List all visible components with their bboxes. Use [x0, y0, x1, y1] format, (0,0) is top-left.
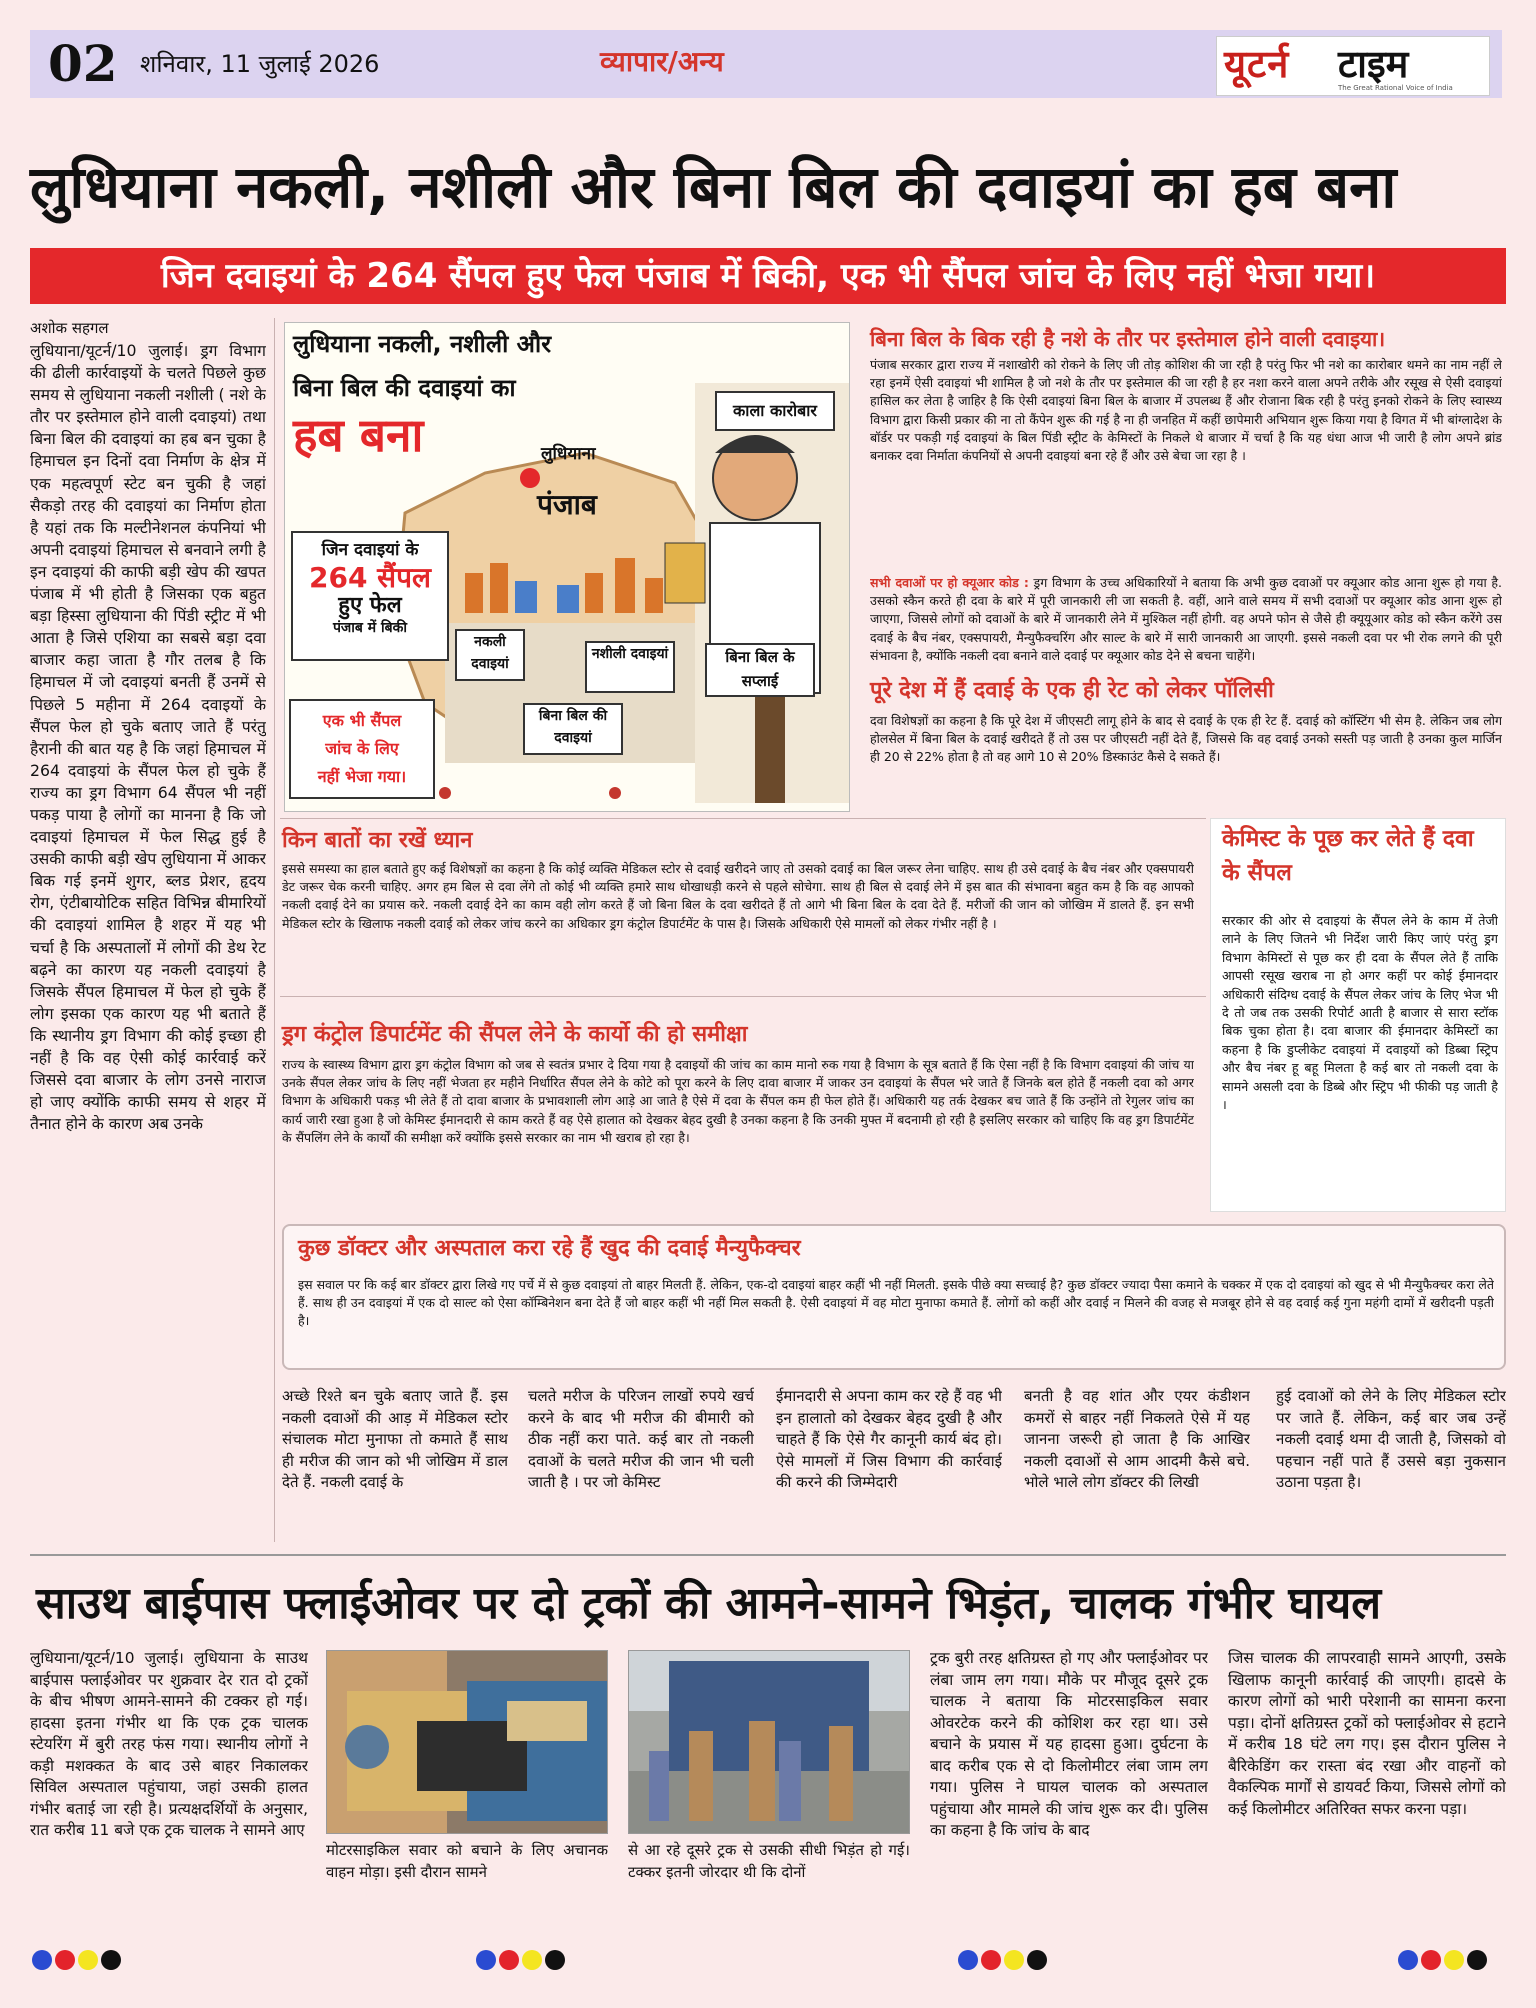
review-body: राज्य के स्वास्थ्य विभाग द्वारा ड्रग कंट्रोल विभाग को जब से स्वतंत्र प्रभार दे दिया गया है दवाइयों की जांच का काम मानो रुक गया है विभाग के सूत्र बताते हैं कि ऐसा नहीं है कि विभाग दवाइयां की जांच या उनके सैंपल लेकर जांच के लिए नहीं भेजता हर महीने निर्धारित सैंपल लेने के कोटे को पूरा करने के लिए दावा बाजार में जाकर उन दवाइयां के सैंपल भरे जाते हैं जिनके बल होते हैं नकली दवा को अगर विभाग के अधिकारी पकड़ भी लेते हैं तो दावा बाजार के प्रभावशाली लोग आड़े आ जाते है ऐसे में दवा के सैंपल कम ही फेल होते हैं। अधिकारी यह तर्क देखकर बच जाते हैं कि उन्होंने तो रेगुलर जांच का कार्य जारी रखा हुआ है जो केमिस्ट ईमानदारी से काम करते हैं वह ऐसे हालात को देखकर बेहद दुखी है उनका कहना है कि उनकी मुफ्त में बदनामी हो रही है इसलिए सरकार को चाहिए कि वह ड्रग डिपार्टमेंट के सैंपलिंग लेने के कार्यों की समीक्षा करें क्योंकि इससे सरकार का नाम भी खराब हो रहा है। [282, 1057, 1194, 1145]
review-heading: ड्रग कंट्रोल डिपार्टमेंट की सैंपल लेने के कार्यो की हो समीक्षा [282, 1022, 748, 1047]
registration-dot [981, 1950, 1001, 1970]
cartoon-title-line3: हब बना [293, 408, 424, 462]
logo-text-secondary: टाइम [1338, 42, 1409, 86]
sign-supply: बिना बिल के सप्लाई [705, 643, 815, 697]
left-column-body: लुधियाना/यूटर्न/10 जुलाई। ड्रग विभाग की ढीली कार्रवाइयों के चलते पिछले कुछ समय से लुधियाना नकली नशीली ( नशे के तौर पर इस्तेमाल होने वाली दवाइयां) तथा बिना बिल की दवाइयां का हब बन चुका है हिमाचल इन दिनों दवा निर्माण के क्षेत्र में एक महत्वपूर्ण स्टेट बन चुकी है जहां सैकड़ो तरह की दवाइयां का निर्माण होता है यहां तक कि मल्टीनेशनल कंपनियां भी अपनी दवाइयां हिमाचल से बनवाने लगी है इन दवाइयां की काफी बड़ी खेप की खपत पंजाब में भी होती है जिसका एक बहुत बड़ा हिस्सा लुधियाना की पिंडी स्ट्रीट में भी आता है जिसे एशिया का सबसे बड़ा दवा बाजार कहा जाता है गौर तलब है कि हिमाचल में जो दवाइयां बनती हैं उनमें से पिछले 5 महीना में 264 दवाइयों के सैंपल फेल हो चुके बताए जाते हैं परंतु हैरानी की बात यह है कि जहां हिमाचल में 264 दवाइयां के सैंपल फेल हो चुके हैं राज्य का ड्रग विभाग 64 सैंपल भी नहीं पकड़ पाया है लोगों का मानना है कि जो दवाइयां हिमाचल में फेल सिद्ध हुई है उसकी काफी बड़ी खेप लुधियाना में आकर बिक गई इनमें शुगर, ब्लड प्रेशर, हृदय रोग, एंटीबायोटिक सहित विभिन्न बीमारियों की दवाइयां शामिल है शहर में यह भी चर्चा है कि अस्पतालों में लोगों की डेथ रेट बढ़ने का कारण यह नकली दवाइयां है जिसके सैंपल हिमाचल में फेल हो चुके हैं लोग इसका एक कारण यह भी बताते हैं कि स्थानीय ड्रग विभाग की कोई इच्छा ही नहीं है कि वह ऐसी कोई कार्रवाई करें जिससे दवा बाजार के लोग उनसे नाराज हो जाए क्योंकि काफी समय से शहर में तैनात होने के कारण अब उनके [30, 341, 266, 1134]
tips-body: इससे समस्या का हाल बताते हुए कई विशेषज्ञों का कहना है कि कोई व्यक्ति मेडिकल स्टोर से दवाई खरीदने जाए तो उसको दवाई का बिल जरूर लेना चाहिए. साथ ही उसे दवाई के बैच नंबर और एक्सपायरी डेट जरूर चेक करनी चाहिए. अगर हम बिल से दवा लेंगे तो कोई भी व्यक्ति हमारे साथ धोखाधड़ी करने से पहले सोचेगा. साथ ही बिल से दवाई लेने में इस बात की संभावना बहुत कम है कि वह आपको नकली दवाई देने का प्रयास करे. नकली दवाई देने का काम वही लोग करते हैं जो बिना बिल के दवा खरीदते हैं तो आगे भी बिना बिल के दवा देते हैं. मरीजों की जान को जोखिम में डालते हैं. इन सभी मेडिकल स्टोर के खिलाफ नकली दवाई को लेकर जांच करने का अधिकार ड्रग कंट्रोल डिपार्टमेंट के पास है। जिसके अधिकारी ऐसे मामलों को लेकर गंभीर नहीं है । [282, 861, 1194, 931]
registration-dot [101, 1950, 121, 1970]
qr-lead: सभी दवाओं पर हो क्यूआर कोड : [870, 575, 1029, 590]
qr-body: ड्रग विभाग के उच्च अधिकारियों ने बताया कि अभी कुछ दवाओं पर क्यूआर कोड आना शुरू हो गया है. उसको स्कैन करते ही दवा के बारे में पूरी जानकारी ली जा सकती है. वहीं, आने वाले समय में सभी दवाओं पर क्यूआर कोड आना शुरू हो जाएगा, जिससे लोगों को दवाओं के बारे में जानकारी लेने में मुश्किल नहीं होगी. वह अपने फोन से जैसे ही क्यूयूआर कोड को स्कैन करेंगे उस दवाई के बैच नंबर, एक्सपायरी, मैन्युफैक्चरिंग और साल्ट के बारे में सारी जानकारी आ जाएगी. इससे नकली दवा पर भी रोक लगने की पूरी संभावना है, क्योंकि नकली दवा बनाने वाले दवाई पर क्यूआर कोड देने से बचना चाहेंगे। [870, 575, 1502, 663]
registration-dot [545, 1950, 565, 1970]
issue-date: शनिवार, 11 जुलाई 2026 [140, 50, 380, 78]
registration-dot [1027, 1950, 1047, 1970]
main-headline: लुधियाना नकली, नशीली और बिना बिल की दवाइयां का हब बना [30, 153, 1397, 221]
sign-failed-samples [291, 531, 449, 661]
registration-marks-center-right [958, 1950, 1050, 1972]
sign-line: जांच के लिए [325, 739, 399, 758]
sign-not-sent [289, 699, 435, 799]
logo-text-primary: यूटर्न [1224, 42, 1290, 86]
subheadline: जिन दवाइयां के 264 सैंपल हुए फेल पंजाब में बिकी, एक भी सैंपल जांच के लिए नहीं भेजा गया। [160, 256, 1376, 296]
box-fake-medicines: नकली दवाइयां [455, 629, 525, 681]
section-label: व्यापार/अन्य [600, 45, 724, 78]
doctors-heading: कुछ डॉक्टर और अस्पताल करा रहे हैं खुद की दवाई मैन्युफैक्चर [298, 1236, 801, 1261]
continuation-col-5: हुई दवाओं को लेने के लिए मेडिकल स्टोर पर जाते हैं. लेकिन, कई बार जब उन्हें नकली दवाई थमा दी जाती है, जिसको वो पहचान नहीं पाते हैं उससे बड़ा नुकसान उठाना पड़ता है। [1276, 1387, 1506, 1491]
continuation-col-1: अच्छे रिश्ते बन चुके बताए जाते हैं. इस नकली दवाओं की आड़ में मेडिकल स्टोर संचालक मोटा मुनाफा तो कमाते हैं साथ ही मरीज की जान को भी जोखिम में डाल देते हैं. नकली दवाई के [282, 1387, 508, 1491]
chemist-heading: केमिस्ट के पूछ कर लेते हैं दवा के सैंपल [1222, 826, 1474, 886]
cartoon-title-line1: लुधियाना नकली, नशीली और [293, 330, 552, 358]
photo-drawing [327, 1651, 608, 1834]
registration-dot [522, 1950, 542, 1970]
accident-photo-police [628, 1650, 910, 1834]
continuation-col-2: चलते मरीज के परिजन लाखों रुपये खर्च करने के बाद भी मरीज की बीमारी को ठीक नहीं करा पाते. कई बार तो नकली दवाओं के चलते मरीज की जान भी चली जाती है । पर जो केमिस्ट [528, 1387, 754, 1491]
logo-tagline: The Great Rational Voice of India [1338, 84, 1453, 92]
sign-line: नहीं भेजा गया। [317, 767, 407, 786]
policy-body: दवा विशेषज्ञों का कहना है कि पूरे देश में जीएसटी लागू होने के बाद से दवाई के एक ही रेट हैं. दवाई को कॉस्टिंग भी सेम है. लेकिन जब लोग होलसेल में बिना बिल के दवाई खरीदते हैं तो उस पर जीएसटी नहीं देते हैं, जिससे कि वह दवाई उनको सस्ती पड़ जाती है उनका कुल मार्जिन ही 20 से 22% होता है तो वह आगे 10 से 20% डिस्काउंट कैसे दे सकते हैं। [870, 713, 1502, 765]
section-divider [30, 1554, 1506, 1556]
registration-dot [1398, 1950, 1418, 1970]
chemist-body: सरकार की ओर से दवाइयां के सैंपल लेने के काम में तेजी लाने के लिए जितने भी निर्देश जारी किए जाएं परंतु ड्रग विभाग केमिस्टों से पूछ कर ही दवा के सैंपल लेते हैं ताकि आपसी रसूख खराब ना हो अगर कहीं पर कोई ईमानदार अधिकारी संदिग्ध दवाई के सैंपल लेकर जांच के लिए भेज भी दे तो जब तक उसकी रिपोर्ट आती है बाजार से सारा स्टॉक बिक चुका होता है। दवा बाजार की ईमानदार केमिस्टों का कहना है कि डुप्लीकेट दवाइयां में दवाइयों को डिब्बा स्ट्रिप और बैच नंबर हू बहू मिलता है कई बार तो नकली दवा के सामने असली दवा के डिब्बे और स्ट्रिप भी फीकी पड़ जाती है । [1222, 913, 1498, 1113]
tips-heading: किन बातों का रखें ध्यान [282, 828, 473, 853]
sign-line-highlight: 264 सैंपल [308, 561, 431, 594]
accident-col-4: ट्रक बुरी तरह क्षतिग्रस्त हो गए और फ्लाईओवर पर लंबा जाम लग गया। मौके पर मौजूद दूसरे ट्रक चालक ने बताया कि मोटरसाइकिल सवार ओवरटेक करने की कोशिश कर रहा था। उसे बचाने के प्रयास में यह हादसा हुआ। दुर्घटना के बाद करीब एक से दो किलोमीटर लंबा जाम लग गया। पुलिस ने घायल चालक को अस्पताल पहुंचाया और मामले की जांच शुरू कर दी। पुलिस का कहना है कि जांच के बाद [930, 1649, 1208, 1839]
registration-marks-right [1398, 1950, 1490, 1972]
column-divider [274, 318, 275, 1542]
accident-headline: साउथ बाईपास फ्लाईओवर पर दो ट्रकों की आमने-सामने भिड़ंत, चालक गंभीर घायल [36, 1578, 1382, 1629]
right-top-heading: बिना बिल के बिक रही है नशे के तौर पर इस्तेमाल होने वाली दवाइया। [870, 327, 1386, 351]
registration-dot [1444, 1950, 1464, 1970]
sign-line: एक भी सैंपल [322, 711, 402, 730]
sign-line: पंजाब में बिकी [332, 620, 408, 636]
right-top-body: पंजाब सरकार द्वारा राज्य में नशाखोरी को रोकने के लिए जी तोड़ कोशिश की जा रही है परंतु फिर भी नशे का कारोबार थमने का नाम नहीं ले रहा इनमें ऐसी दवाइयां भी शामिल है जो नशे के तौर पर इस्तेमाल की जा रही है हर नशा करने वाला अपने तरीके और रसूख से ऐसी दवाइयां हासिल कर लेता है जाहिर है कि ऐसी दवाइयां बिना बिल के बाजार में उपलब्ध हैं और रोजाना बिक रही है परंतु इनको रोकने के लिए स्वास्थ्य विभाग द्वारा किसी प्रकार की ना तो कैंपेन शुरू की गई है ना ही जनहित में कहीं छापेमारी अभियान शुरू किया गया है विगत में भी बांग्लादेश के बॉर्डर पर पकड़ी गई दवाइयां के बिल पिंडी स्ट्रीट के केमिस्टों के निकले थे बाजार में चर्चा है कि यह धंधा आज भी जारी है लोग अपने ब्रांड बनाकर दवा निर्माता कंपनियों से अपनी दवाइयां बना रहे हैं और उसे बेचा जा रहा है । [870, 357, 1502, 464]
registration-marks-left [32, 1950, 124, 1972]
registration-dot [1421, 1950, 1441, 1970]
photo1-caption: मोटरसाइकिल सवार को बचाने के लिए अचानक वाहन मोड़ा। इसी दौरान सामने [326, 1841, 608, 1881]
qr-paragraph [870, 574, 1502, 664]
registration-dot [32, 1950, 52, 1970]
sign-line: हुए फेल [338, 593, 402, 618]
section-divider [280, 818, 1206, 819]
registration-dot [78, 1950, 98, 1970]
map-label-state: पंजाब [537, 488, 597, 521]
page-number: 02 [48, 34, 118, 93]
accident-photo-trucks [326, 1650, 608, 1834]
box-nobill-medicines: बिना बिल की दवाइयां [523, 703, 623, 755]
shop-sign: काला कारोबार [715, 391, 835, 431]
box-drug-medicines: नशीली दवाइयां [585, 641, 675, 693]
map-label-city: लुधियाना [541, 444, 596, 464]
photo-drawing [629, 1651, 910, 1834]
continuation-col-4: बनती है वह शांत और एयर कंडीशन कमरों से बाहर नहीं निकलते ऐसे में यह जानना जरूरी हो जाता है कि आखिर नकली दवाओं से आम आदमी कैसे बचे. भोले भाले लोग डॉक्टर की लिखी [1024, 1387, 1250, 1491]
photo2-caption: से आ रहे दूसरे ट्रक से उसकी सीधी भिड़ंत हो गई। टक्कर इतनी जोरदार थी कि दोनों [628, 1841, 910, 1881]
registration-dot [1004, 1950, 1024, 1970]
cartoon-illustration [284, 322, 850, 812]
sign-line: जिन दवाइयां के [321, 540, 419, 560]
registration-dot [1467, 1950, 1487, 1970]
byline: अशोक सहगल [30, 319, 109, 337]
policy-heading: पूरे देश में हैं दवाई के एक ही रेट को लेकर पॉलिसी [870, 678, 1274, 703]
registration-dot [476, 1950, 496, 1970]
accident-col-5: जिस चालक की लापरवाही सामने आएगी, उसके खिलाफ कानूनी कार्रवाई की जाएगी। हादसे के कारण लोगों को भारी परेशानी का सामना करना पड़ा। दोनों क्षतिग्रस्त ट्रकों को फ्लाईओवर से हटाने में करीब 18 घंटे लग गए। इस दौरान पुलिस ने बैरिकेडिंग कर रास्ता बंद रखा और वाहनों को वैकल्पिक मार्गों से डायवर्ट किया, जिससे लोगों को कई किलोमीटर अतिरिक्त सफर करना पड़ा। [1228, 1649, 1506, 1818]
registration-dot [958, 1950, 978, 1970]
registration-dot [55, 1950, 75, 1970]
doctors-body: इस सवाल पर कि कई बार डॉक्टर द्वारा लिखे गए पर्चे में से कुछ दवाइयां तो बाहर मिलती हैं. लेकिन, एक-दो दवाइयां बाहर कहीं भी नहीं मिलती. इसके पीछे क्या सच्चाई है? कुछ डॉक्टर ज्यादा पैसा कमाने के चक्कर में एक दो दवाइयां को खुद से भी मैन्युफैक्चर करा लेते हैं. साथ ही उन दवाइयां में एक दो साल्ट को ऐसा कॉम्बिनेशन बना देते हैं जो बाहर कहीं भी नहीं मिल सकती है. ऐसी दवाइयां में वह मोटा मुनाफा कमाते हैं. लोगों को कहीं और दवाई न मिलने की वजह से मजबूर होने से वह दवाई कई गुना महंगी दामों में खरीदनी पड़ती है। [298, 1277, 1494, 1329]
section-divider [280, 996, 1206, 997]
accident-col-1: लुधियाना/यूटर्न/10 जुलाई। लुधियाना के साउथ बाईपास फ्लाईओवर पर शुक्रवार देर रात दो ट्रकों के बीच भीषण आमने-सामने की टक्कर हो गई। हादसा इतना गंभीर था कि एक ट्रक चालक स्टेयरिंग में बुरी तरह फंस गया। स्थानीय लोगों ने कड़ी मशक्कत के बाद उसे बाहर निकालकर सिविल अस्पताल पहुंचाया, जहां उसकी हालत गंभीर बताई जा रही है। प्रत्यक्षदर्शियों के अनुसार, रात करीब 11 बजे एक ट्रक चालक ने सामने आए [30, 1649, 308, 1839]
continuation-col-3: ईमानदारी से अपना काम कर रहे हैं वह भी इन हालातो को देखकर बेहद दुखी है और चाहते हैं कि ऐसे गैर कानूनी कार्य बंद हो। ऐसे मामलों में जिस विभाग की कार्रवाई की करने की जिम्मेदारी [776, 1387, 1002, 1491]
registration-marks-center-left [476, 1950, 568, 1972]
registration-dot [499, 1950, 519, 1970]
cartoon-title-line2: बिना बिल की दवाइयां का [293, 374, 516, 402]
